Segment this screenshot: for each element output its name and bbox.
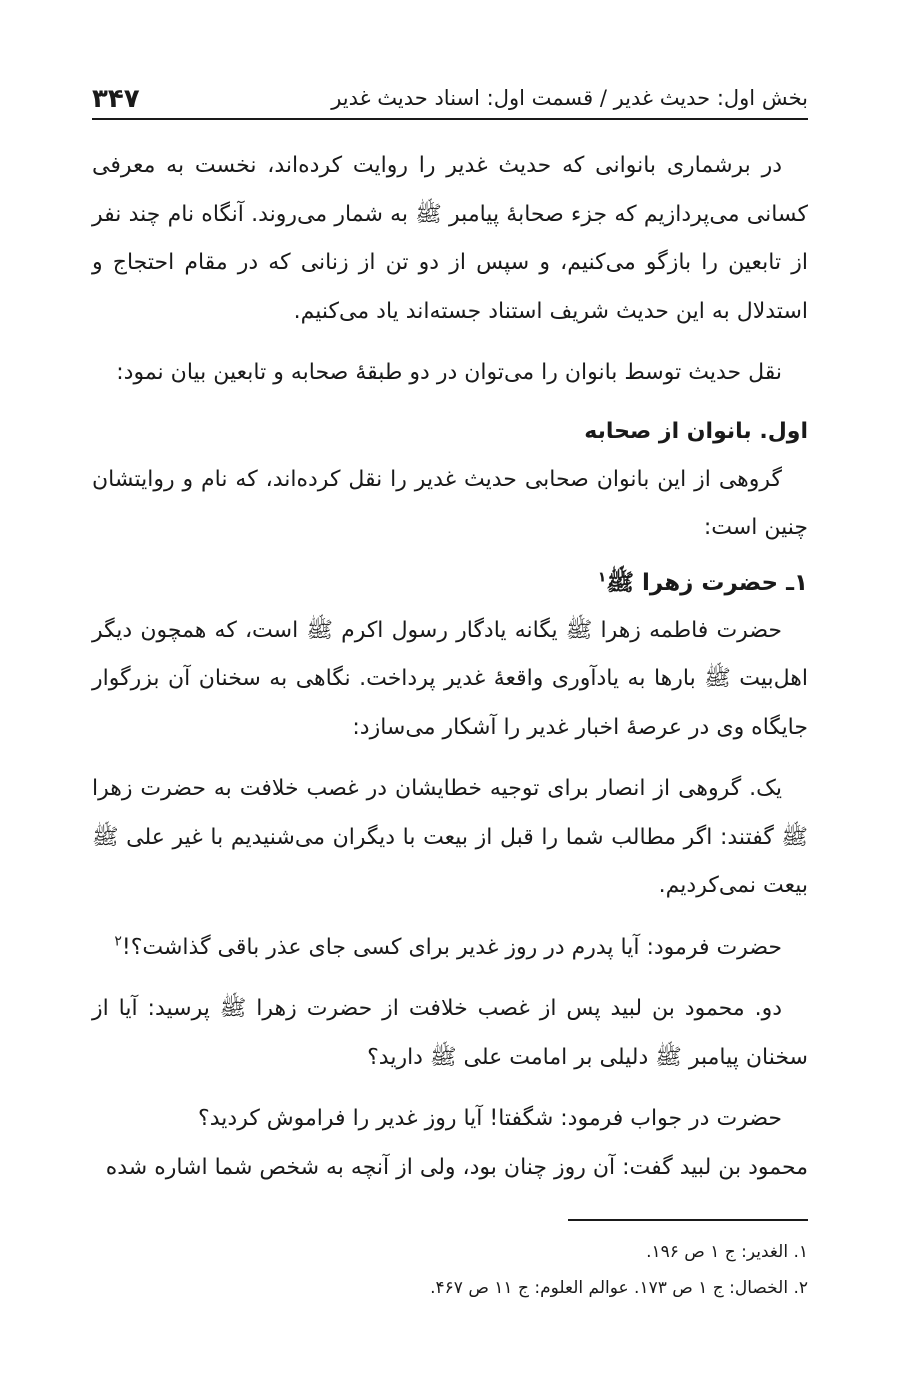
page-number: ۳۴۷ [92,84,140,114]
footnote-ref-2[interactable]: ۲ [114,933,122,950]
paragraph-reply [92,924,808,973]
paragraph-reply-text: حضرت فرمود: آیا پدرم در روز غدیر برای کسی جای عذر باقی گذاشت؟! [121,934,782,960]
footnote-ref-1[interactable]: ۱ [597,568,607,585]
section-heading-companions: اول. بانوان از صحابه [584,418,808,444]
footnotes [92,1234,808,1306]
paragraph-answer: حضرت در جواب فرمود: شگفتا! آیا روز غدیر را فراموش کردید؟ [198,1106,782,1131]
book-page [92,0,808,1390]
subsection-heading-text: ۱ـ حضرت زهرا ﷺ [606,569,808,596]
paragraph-zahra-intro: حضرت فاطمه زهرا ﷺ یگانه یادگار رسول اکرم ﷺ است، که همچون دیگر اهل‌بیت ﷺ بارها به یادآوری واقعهٔ غدیر پرداخت. نگاهی به سخنان آن بزرگوار جایگاه وی در عرصهٔ اخبار غدیر را آشکار می‌سازد: [92,617,808,740]
footnote-2: ۲. الخصال: ج ۱ ص ۱۷۳. عوالم العلوم: ج ۱۱ ص ۴۶۷. [430,1278,808,1298]
paragraph-first-narration: یک. گروهی از انصار برای توجیه خطایشان در غصب خلافت به حضرت زهرا ﷺ گفتند: اگر مطالب شما را قبل از بیعت با دیگران می‌شنیدیم با غیر علی ﷺ بیعت نمی‌کردیم. [92,776,808,898]
paragraph-intro: در برشماری بانوانی که حدیث غدیر را روایت کرده‌اند، نخست به معرفی کسانی می‌پردازیم که جزء صحابهٔ پیامبر ﷺ به شمار می‌روند. آنگاه نام چند نفر از تابعین را بازگو می‌کنیم، و سپس از دو تن از زنانی که در مقام احتجاج و استدلال به این حدیث شریف استناد جسته‌اند یاد می‌کنیم. [92,153,808,324]
header-title: بخش اول: حدیث غدیر / قسمت اول: اسناد حدیث غدیر [331,85,808,110]
running-header [92,62,808,120]
subsection-heading-zahra [92,559,808,607]
paragraph-classification: نقل حدیث توسط بانوان را می‌توان در دو طبقهٔ صحابه و تابعین بیان نمود: [116,360,782,385]
main-text [92,142,808,1192]
paragraph-continuation: محمود بن لبید گفت: آن روز چنان بود، ولی از آنچه به شخص شما اشاره شده [105,1154,808,1180]
paragraph-second-narration: دو. محمود بن لبید پس از غصب خلافت از حضرت زهرا ﷺ پرسید: آیا از سخنان پیامبر ﷺ دلیلی بر امامت علی ﷺ دارید؟ [92,996,808,1070]
paragraph-companions-intro: گروهی از این بانوان صحابی حدیث غدیر را نقل کرده‌اند، که نام و روایتشان چنین است: [92,466,808,540]
footnote-divider [568,1219,808,1221]
footnote-1: ۱. الغدیر: ج ۱ ص ۱۹۶. [646,1242,808,1262]
